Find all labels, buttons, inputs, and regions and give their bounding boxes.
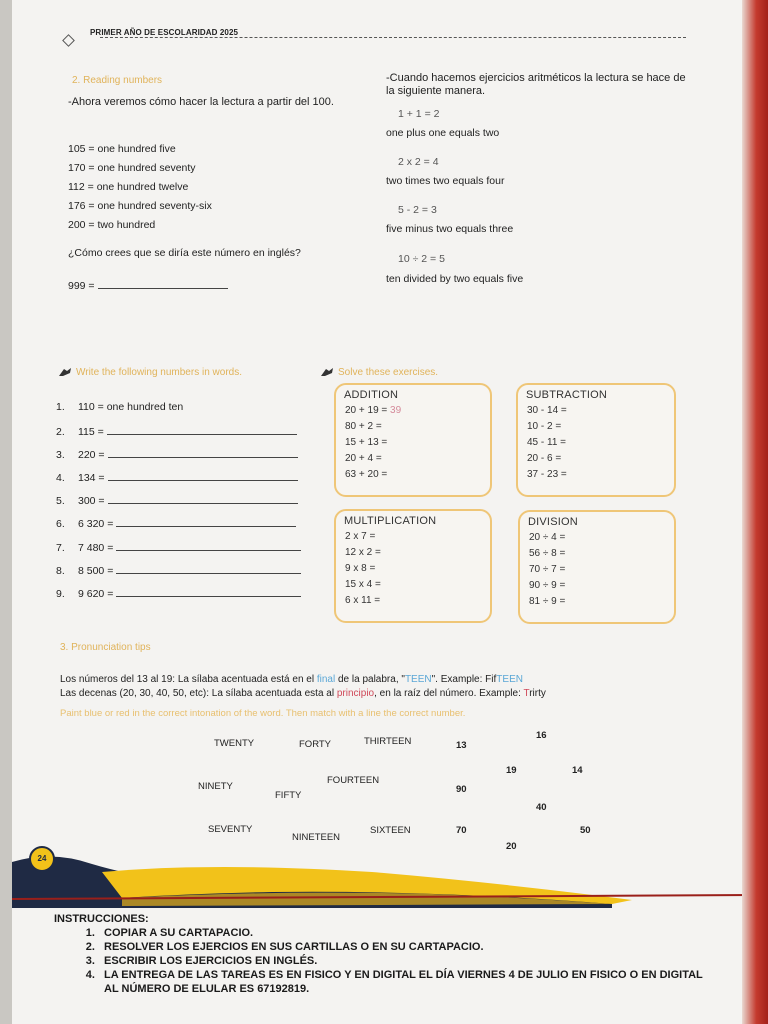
header-diamond-icon: [62, 34, 75, 47]
write-item[interactable]: [56, 447, 298, 462]
match-word[interactable]: FIFTY: [275, 790, 302, 801]
box-item: 10 - 2 =: [527, 421, 562, 432]
item-text: 134 =: [78, 472, 105, 484]
item-text: 110 = one hundred ten: [78, 401, 184, 413]
match-word[interactable]: FOURTEEN: [327, 775, 380, 786]
arith-words: ten divided by two equals five: [386, 273, 524, 285]
highlight-red: principio: [336, 688, 375, 699]
write-title-text: Write the following numbers in words.: [76, 367, 242, 378]
match-number[interactable]: 20: [506, 841, 517, 852]
match-word[interactable]: SEVENTY: [208, 824, 253, 835]
arith-expression: 1 + 1 = 2: [398, 108, 440, 120]
write-section-title: [58, 367, 242, 378]
match-number[interactable]: 13: [456, 740, 467, 751]
item-number: 1.: [56, 401, 65, 413]
pron-instructions: Paint blue or red in the correct intonation of the word. Then match with a line the correct number.: [60, 708, 466, 719]
instruction-item: 4. LA ENTREGA DE LAS TAREAS ES EN FISICO Y EN DIGITAL EL DÍA VIERNES 4 DE JULIO EN FISICO O EN DIGITAL AL NÚMERO DE ELULAR ES 67192819.: [98, 968, 704, 996]
highlight-red: T: [523, 688, 530, 699]
reading-example: 112 = one hundred twelve: [68, 181, 189, 193]
arith-words: five minus two equals three: [386, 223, 514, 235]
box-item: 63 + 20 =: [345, 469, 388, 480]
box-item: 20 ÷ 4 =: [529, 532, 566, 543]
box-title: SUBTRACTION: [526, 389, 608, 401]
pron-line-2: [60, 687, 546, 700]
item-text: 8 500 =: [78, 565, 114, 577]
text: Los números del 13 al 19: La sílaba acentuada está en el: [60, 674, 317, 685]
addition-box: [334, 383, 492, 497]
box-title: MULTIPLICATION: [344, 515, 437, 527]
worksheet-page: [12, 0, 754, 1024]
box-item: 15 + 13 =: [345, 437, 388, 448]
box-item: 6 x 11 =: [345, 595, 381, 606]
box-title: DIVISION: [528, 516, 578, 528]
item-text: 115 =: [78, 426, 104, 438]
box-item: 15 x 4 =: [345, 579, 381, 590]
exercise-text: 20 + 19 =: [345, 405, 388, 416]
box-title: ADDITION: [344, 389, 399, 401]
item-text: 7 480 =: [78, 542, 114, 554]
solve-section-title: [320, 367, 438, 378]
reading-example: 170 = one hundred seventy: [68, 162, 196, 174]
match-word[interactable]: NINETY: [198, 781, 233, 792]
box-item: 20 + 4 =: [345, 453, 382, 464]
item-number: 9.: [56, 588, 65, 600]
arith-intro: -Cuando hacemos ejercicios aritméticos la lectura se hace de la siguiente manera.: [386, 72, 686, 97]
writing-hand-icon: [320, 367, 334, 377]
box-item: 70 ÷ 7 =: [529, 564, 566, 575]
match-number[interactable]: 50: [580, 825, 591, 836]
match-word[interactable]: NINETEEN: [292, 832, 341, 843]
reading-example: 176 = one hundred seventy-six: [68, 200, 212, 212]
reading-intro: -Ahora veremos cómo hacer la lectura a partir del 100.: [68, 96, 334, 108]
header-title: PRIMER AÑO DE ESCOLARIDAD 2025: [90, 28, 239, 37]
item-number: 4.: [56, 472, 65, 484]
division-box: [518, 510, 676, 624]
highlight-blue: TEEN: [496, 674, 523, 685]
subtraction-box: [516, 383, 676, 497]
answer-blank[interactable]: [116, 563, 301, 574]
instruction-item: 1. COPIAR A SU CARTAPACIO.: [98, 926, 704, 940]
text: ". Example: Fif: [431, 674, 497, 685]
reading-question: ¿Cómo crees que se diría este número en inglés?: [68, 247, 301, 259]
multiplication-box: [334, 509, 492, 623]
instruction-item: 2. RESOLVER LOS EJERCIOS EN SUS CARTILLAS O EN SU CARTAPACIO.: [98, 940, 704, 954]
text: de la palabra, ": [335, 674, 405, 685]
reading-answer-line[interactable]: [68, 278, 228, 293]
page-number-badge: 24: [29, 846, 55, 872]
answer-blank[interactable]: [116, 540, 301, 551]
box-item: [336, 403, 490, 419]
text: , en la raíz del número. Example:: [374, 688, 524, 699]
match-number[interactable]: 16: [536, 730, 547, 741]
box-item: 80 + 2 =: [345, 421, 382, 432]
answer-blank[interactable]: [107, 424, 297, 435]
item-number: 8.: [56, 565, 65, 577]
box-item: 12 x 2 =: [345, 547, 381, 558]
answer-blank[interactable]: [108, 447, 298, 458]
highlight-blue: final: [316, 674, 336, 685]
box-item: 37 - 23 =: [527, 469, 567, 480]
match-number[interactable]: 70: [456, 825, 467, 836]
answer-blank[interactable]: [108, 493, 298, 504]
pron-section-title: 3. Pronunciation tips: [60, 642, 151, 653]
arith-words: two times two equals four: [386, 175, 505, 187]
reading-question-number: 999 =: [68, 280, 95, 292]
arith-expression: 2 x 2 = 4: [398, 156, 439, 168]
item-text: 6 320 =: [78, 518, 114, 530]
item-text: 220 =: [78, 449, 105, 461]
box-item: 90 ÷ 9 =: [529, 580, 566, 591]
background-edge: [742, 0, 768, 1024]
instructions-title: INSTRUCCIONES:: [54, 913, 149, 925]
reading-example: 105 = one hundred five: [68, 143, 176, 155]
write-item[interactable]: [56, 493, 298, 508]
arith-expression: 10 ÷ 2 = 5: [398, 253, 445, 265]
reading-example: 200 = two hundred: [68, 219, 156, 231]
item-number: 7.: [56, 542, 65, 554]
match-word[interactable]: SIXTEEN: [370, 825, 411, 836]
match-word[interactable]: THIRTEEN: [364, 736, 412, 747]
highlight-blue: TEEN: [404, 674, 432, 685]
box-item: 30 - 14 =: [527, 405, 567, 416]
reading-section-title: 2. Reading numbers: [72, 75, 163, 86]
item-number: 6.: [56, 518, 65, 530]
item-number: 3.: [56, 449, 65, 461]
write-item[interactable]: [56, 563, 301, 578]
box-item: 9 x 8 =: [345, 563, 376, 574]
write-item[interactable]: [56, 470, 298, 485]
answer-blank[interactable]: [98, 278, 228, 289]
box-item: 45 - 11 =: [527, 437, 567, 448]
instructions-block: [54, 912, 704, 996]
solve-title-text: Solve these exercises.: [338, 367, 439, 378]
item-text: 9 620 =: [78, 588, 114, 600]
write-item[interactable]: [56, 516, 296, 531]
match-number[interactable]: 14: [572, 765, 583, 776]
write-item: [56, 401, 183, 414]
match-word[interactable]: FORTY: [299, 739, 332, 750]
answer-blank[interactable]: [116, 516, 296, 527]
answer-blank[interactable]: [108, 470, 298, 481]
match-number[interactable]: 40: [536, 802, 547, 813]
item-number: 5.: [56, 495, 65, 507]
box-item: 20 - 6 =: [527, 453, 562, 464]
arith-expression: 5 - 2 = 3: [398, 204, 437, 216]
pron-line-1: [60, 673, 523, 686]
write-item[interactable]: [56, 586, 301, 601]
match-number[interactable]: 19: [506, 765, 517, 776]
box-item: 81 ÷ 9 =: [529, 596, 566, 607]
write-item[interactable]: [56, 424, 297, 439]
answer-blank[interactable]: [116, 586, 301, 597]
match-word[interactable]: TWENTY: [214, 738, 255, 749]
item-text: 300 =: [78, 495, 105, 507]
text: rirty: [529, 688, 546, 699]
box-item: 2 x 7 =: [345, 531, 376, 542]
box-item: 56 ÷ 8 =: [529, 548, 566, 559]
header-rule: [100, 37, 686, 38]
write-item[interactable]: [56, 540, 301, 555]
exercise-answer: 39: [387, 405, 402, 416]
instruction-item: 3. ESCRIBIR LOS EJERCICIOS EN INGLÉS.: [98, 954, 704, 968]
match-number[interactable]: 90: [456, 784, 467, 795]
text: Las decenas (20, 30, 40, 50, etc): La sílaba acentuada esta al: [60, 688, 337, 699]
arith-words: one plus one equals two: [386, 127, 500, 139]
item-number: 2.: [56, 426, 65, 438]
writing-hand-icon: [58, 367, 72, 377]
